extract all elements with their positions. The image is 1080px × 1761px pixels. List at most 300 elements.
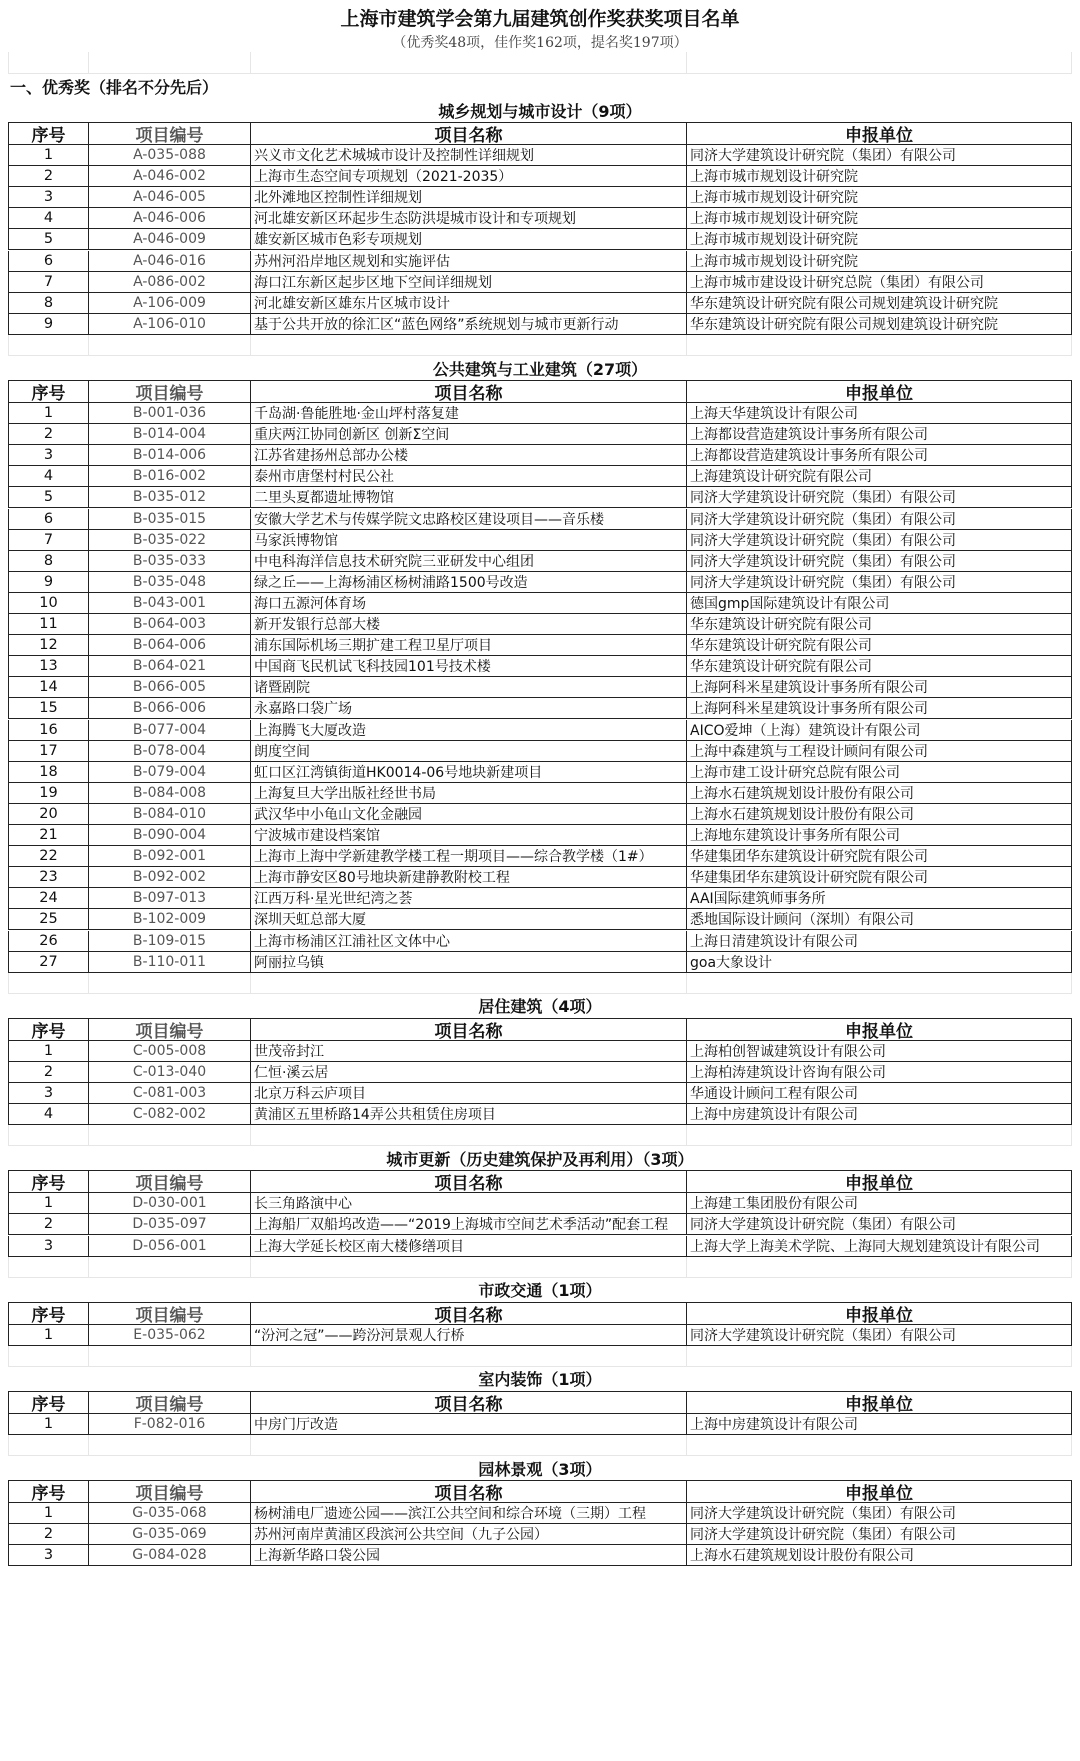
column-header: 项目编号 xyxy=(88,1019,250,1040)
serial-number: 6 xyxy=(8,509,88,529)
applicant-unit: 华东建筑设计研究院有限公司 xyxy=(686,614,1072,634)
table-row xyxy=(8,251,1072,272)
project-code: B-014-006 xyxy=(88,445,250,465)
applicant-unit: 华建集团华东建筑设计研究院有限公司 xyxy=(686,867,1072,887)
project-name: 朗度空间 xyxy=(250,741,686,761)
column-header: 项目编号 xyxy=(88,1392,250,1413)
table-row xyxy=(8,846,1072,867)
project-name: 诸暨剧院 xyxy=(250,677,686,697)
project-code: B-035-022 xyxy=(88,530,250,550)
project-code: B-077-004 xyxy=(88,720,250,740)
project-name: 长三角路演中心 xyxy=(250,1193,686,1213)
applicant-unit: 上海中房建筑设计有限公司 xyxy=(686,1414,1072,1434)
applicant-unit: 悉地国际设计顾问（深圳）有限公司 xyxy=(686,909,1072,929)
project-code: B-090-004 xyxy=(88,825,250,845)
project-name: 安徽大学艺术与传媒学院文忠路校区建设项目——音乐楼 xyxy=(250,509,686,529)
applicant-unit: 上海地东建筑设计事务所有限公司 xyxy=(686,825,1072,845)
serial-number: 1 xyxy=(8,1325,88,1345)
applicant-unit: 同济大学建筑设计研究院（集团）有限公司 xyxy=(686,530,1072,550)
applicant-unit: 同济大学建筑设计研究院（集团）有限公司 xyxy=(686,572,1072,592)
table-row xyxy=(8,677,1072,698)
table-header-row xyxy=(8,122,1072,145)
blank-row xyxy=(8,1346,1072,1367)
serial-number: 8 xyxy=(8,551,88,571)
applicant-unit: 同济大学建筑设计研究院（集团）有限公司 xyxy=(686,1214,1072,1234)
table-row xyxy=(8,1545,1072,1566)
section-title: 室内装饰（1项） xyxy=(478,1370,602,1390)
serial-number: 10 xyxy=(8,593,88,613)
project-code: B-110-011 xyxy=(88,952,250,972)
table-header-row xyxy=(8,1018,1072,1041)
section-title: 居住建筑（4项） xyxy=(478,997,602,1017)
project-code: B-092-002 xyxy=(88,867,250,887)
applicant-unit: 华东建筑设计研究院有限公司 xyxy=(686,656,1072,676)
project-code: B-084-008 xyxy=(88,783,250,803)
award-heading: 一、优秀奖（排名不分先后） xyxy=(10,77,219,97)
project-code: C-005-008 xyxy=(88,1041,250,1061)
project-code: C-082-002 xyxy=(88,1104,250,1124)
serial-number: 20 xyxy=(8,804,88,824)
serial-number: 1 xyxy=(8,1041,88,1061)
serial-number: 13 xyxy=(8,656,88,676)
project-name: 世茂帝封江 xyxy=(250,1041,686,1061)
table-row xyxy=(8,229,1072,250)
column-header: 申报单位 xyxy=(686,1171,1072,1192)
column-header: 序号 xyxy=(8,1392,88,1413)
table-row xyxy=(8,867,1072,888)
table-row xyxy=(8,1083,1072,1104)
section-title: 市政交通（1项） xyxy=(478,1281,602,1301)
table-row xyxy=(8,698,1072,719)
table-row xyxy=(8,656,1072,677)
project-code: B-016-002 xyxy=(88,466,250,486)
column-header: 申报单位 xyxy=(686,1303,1072,1324)
applicant-unit: 华建集团华东建筑设计研究院有限公司 xyxy=(686,846,1072,866)
serial-number: 5 xyxy=(8,487,88,507)
serial-number: 2 xyxy=(8,424,88,444)
project-name: 上海市生态空间专项规划（2021-2035） xyxy=(250,166,686,186)
column-header: 项目编号 xyxy=(88,1303,250,1324)
applicant-unit: 同济大学建筑设计研究院（集团）有限公司 xyxy=(686,1524,1072,1544)
project-name: “汾河之冠”——跨汾河景观人行桥 xyxy=(250,1325,686,1345)
blank-cell xyxy=(88,1257,250,1277)
blank-cell xyxy=(250,1435,686,1455)
applicant-unit: 上海水石建筑规划设计股份有限公司 xyxy=(686,1545,1072,1565)
applicant-unit: 同济大学建筑设计研究院（集团）有限公司 xyxy=(686,145,1072,165)
serial-number: 3 xyxy=(8,1236,88,1256)
blank-cell xyxy=(88,1125,250,1145)
column-header: 项目名称 xyxy=(250,1481,686,1502)
table-row xyxy=(8,509,1072,530)
applicant-unit: 上海市城市建设设计研究总院（集团）有限公司 xyxy=(686,272,1072,292)
project-code: B-064-006 xyxy=(88,635,250,655)
project-code: A-106-009 xyxy=(88,293,250,313)
project-name: 新开发银行总部大楼 xyxy=(250,614,686,634)
project-code: A-046-009 xyxy=(88,229,250,249)
project-code: B-066-006 xyxy=(88,698,250,718)
project-name: 上海市上海中学新建教学楼工程一期项目——综合教学楼（1#） xyxy=(250,846,686,866)
project-code: B-092-001 xyxy=(88,846,250,866)
serial-number: 4 xyxy=(8,466,88,486)
table-row xyxy=(8,424,1072,445)
serial-number: 26 xyxy=(8,931,88,951)
project-code: B-043-001 xyxy=(88,593,250,613)
serial-number: 3 xyxy=(8,445,88,465)
table-row xyxy=(8,1193,1072,1214)
section-title-row xyxy=(8,1146,1072,1170)
section-title-row xyxy=(8,1367,1072,1391)
table-row xyxy=(8,1524,1072,1545)
serial-number: 16 xyxy=(8,720,88,740)
table-header-row xyxy=(8,1480,1072,1503)
project-code: B-035-033 xyxy=(88,551,250,571)
applicant-unit: 上海柏涛建筑设计咨询有限公司 xyxy=(686,1062,1072,1082)
table-row xyxy=(8,1325,1072,1346)
project-name: 泰州市唐堡村村民公社 xyxy=(250,466,686,486)
serial-number: 1 xyxy=(8,145,88,165)
table-row xyxy=(8,445,1072,466)
project-code: A-046-002 xyxy=(88,166,250,186)
serial-number: 1 xyxy=(8,403,88,423)
blank-cell xyxy=(686,1125,1072,1145)
blank-row xyxy=(8,52,1072,74)
section-title-row xyxy=(8,994,1072,1018)
blank-row xyxy=(8,335,1072,356)
project-name: 上海市静安区80号地块新建静教附校工程 xyxy=(250,867,686,887)
applicant-unit: 同济大学建筑设计研究院（集团）有限公司 xyxy=(686,1325,1072,1345)
table-row xyxy=(8,487,1072,508)
serial-number: 6 xyxy=(8,251,88,271)
table-row xyxy=(8,635,1072,656)
serial-number: 12 xyxy=(8,635,88,655)
applicant-unit: 上海阿科米星建筑设计事务所有限公司 xyxy=(686,698,1072,718)
applicant-unit: 同济大学建筑设计研究院（集团）有限公司 xyxy=(686,509,1072,529)
project-code: B-014-004 xyxy=(88,424,250,444)
table-row xyxy=(8,909,1072,930)
section-title: 城乡规划与城市设计（9项） xyxy=(438,101,642,121)
column-header: 申报单位 xyxy=(686,123,1072,144)
table-header-row xyxy=(8,380,1072,403)
column-header: 项目名称 xyxy=(250,1171,686,1192)
project-code: D-035-097 xyxy=(88,1214,250,1234)
section-title: 园林景观（3项） xyxy=(478,1459,602,1479)
table-row xyxy=(8,1214,1072,1235)
table-row xyxy=(8,804,1072,825)
table-row xyxy=(8,1062,1072,1083)
table-row xyxy=(8,208,1072,229)
serial-number: 7 xyxy=(8,272,88,292)
column-header: 序号 xyxy=(8,1171,88,1192)
applicant-unit: 上海中房建筑设计有限公司 xyxy=(686,1104,1072,1124)
blank-cell xyxy=(686,52,1072,73)
column-header: 项目名称 xyxy=(250,1392,686,1413)
project-code: B-084-010 xyxy=(88,804,250,824)
project-code: B-001-036 xyxy=(88,403,250,423)
section-title-row xyxy=(8,1278,1072,1302)
table-row xyxy=(8,931,1072,952)
applicant-unit: 德国gmp国际建筑设计有限公司 xyxy=(686,593,1072,613)
blank-cell xyxy=(686,1346,1072,1366)
column-header: 项目名称 xyxy=(250,1019,686,1040)
table-row xyxy=(8,888,1072,909)
blank-cell xyxy=(8,1125,88,1145)
project-code: B-102-009 xyxy=(88,909,250,929)
serial-number: 9 xyxy=(8,314,88,334)
applicant-unit: 上海阿科米星建筑设计事务所有限公司 xyxy=(686,677,1072,697)
table-row xyxy=(8,1503,1072,1524)
page-subtitle: （优秀奖48项，佳作奖162项，提名奖197项） xyxy=(392,35,688,51)
project-code: G-035-069 xyxy=(88,1524,250,1544)
blank-cell xyxy=(8,973,88,993)
project-name: 永嘉路口袋广场 xyxy=(250,698,686,718)
blank-cell xyxy=(8,52,88,73)
applicant-unit: 上海柏创智诚建筑设计有限公司 xyxy=(686,1041,1072,1061)
title-row xyxy=(8,2,1072,32)
blank-cell xyxy=(250,52,686,73)
serial-number: 24 xyxy=(8,888,88,908)
table-row xyxy=(8,314,1072,335)
page-title: 上海市建筑学会第九届建筑创作奖获奖项目名单 xyxy=(340,7,740,30)
project-code: B-035-048 xyxy=(88,572,250,592)
column-header: 序号 xyxy=(8,381,88,402)
project-code: D-030-001 xyxy=(88,1193,250,1213)
serial-number: 3 xyxy=(8,187,88,207)
table-row xyxy=(8,783,1072,804)
project-code: A-035-088 xyxy=(88,145,250,165)
serial-number: 7 xyxy=(8,530,88,550)
project-name: 宁波城市建设档案馆 xyxy=(250,825,686,845)
serial-number: 17 xyxy=(8,741,88,761)
serial-number: 19 xyxy=(8,783,88,803)
applicant-unit: 同济大学建筑设计研究院（集团）有限公司 xyxy=(686,487,1072,507)
project-code: D-056-001 xyxy=(88,1236,250,1256)
project-code: G-035-068 xyxy=(88,1503,250,1523)
blank-cell xyxy=(88,1435,250,1455)
project-name: 上海市杨浦区江浦社区文体中心 xyxy=(250,931,686,951)
project-name: 上海复旦大学出版社经世书局 xyxy=(250,783,686,803)
project-name: 雄安新区城市色彩专项规划 xyxy=(250,229,686,249)
table-row xyxy=(8,1236,1072,1257)
project-code: B-097-013 xyxy=(88,888,250,908)
applicant-unit: 上海都设营造建筑设计事务所有限公司 xyxy=(686,445,1072,465)
project-name: 北外滩地区控制性详细规划 xyxy=(250,187,686,207)
column-header: 序号 xyxy=(8,1019,88,1040)
table-row xyxy=(8,1041,1072,1062)
project-name: 深圳天虹总部大厦 xyxy=(250,909,686,929)
project-name: 上海大学延长校区南大楼修缮项目 xyxy=(250,1236,686,1256)
column-header: 申报单位 xyxy=(686,1481,1072,1502)
column-header: 项目编号 xyxy=(88,381,250,402)
table-row xyxy=(8,293,1072,314)
applicant-unit: 上海水石建筑规划设计股份有限公司 xyxy=(686,804,1072,824)
section-title-row xyxy=(8,356,1072,380)
serial-number: 2 xyxy=(8,1524,88,1544)
project-name: 江西万科·星光世纪湾之荟 xyxy=(250,888,686,908)
serial-number: 4 xyxy=(8,208,88,228)
applicant-unit: 上海市城市规划设计研究院 xyxy=(686,229,1072,249)
project-name: 上海新华路口袋公园 xyxy=(250,1545,686,1565)
blank-cell xyxy=(88,52,250,73)
table-row xyxy=(8,403,1072,424)
applicant-unit: 上海建筑设计研究院有限公司 xyxy=(686,466,1072,486)
project-code: C-013-040 xyxy=(88,1062,250,1082)
serial-number: 27 xyxy=(8,952,88,972)
serial-number: 8 xyxy=(8,293,88,313)
project-name: 绿之丘——上海杨浦区杨树浦路1500号改造 xyxy=(250,572,686,592)
project-name: 二里头夏都遗址博物馆 xyxy=(250,487,686,507)
table-row xyxy=(8,466,1072,487)
blank-cell xyxy=(88,335,250,355)
serial-number: 2 xyxy=(8,1214,88,1234)
project-code: B-035-012 xyxy=(88,487,250,507)
applicant-unit: goa大象设计 xyxy=(686,952,1072,972)
project-name: 浦东国际机场三期扩建工程卫星厅项目 xyxy=(250,635,686,655)
table-row xyxy=(8,530,1072,551)
serial-number: 1 xyxy=(8,1193,88,1213)
subtitle-row xyxy=(8,32,1072,52)
applicant-unit: 同济大学建筑设计研究院（集团）有限公司 xyxy=(686,551,1072,571)
serial-number: 21 xyxy=(8,825,88,845)
project-code: G-084-028 xyxy=(88,1545,250,1565)
column-header: 申报单位 xyxy=(686,1392,1072,1413)
project-name: 虹口区江湾镇街道HK0014-06号地块新建项目 xyxy=(250,762,686,782)
applicant-unit: 华东建筑设计研究院有限公司规划建筑设计研究院 xyxy=(686,293,1072,313)
project-code: B-078-004 xyxy=(88,741,250,761)
applicant-unit: 华东建筑设计研究院有限公司 xyxy=(686,635,1072,655)
project-name: 北京万科云庐项目 xyxy=(250,1083,686,1103)
blank-cell xyxy=(8,1257,88,1277)
project-name: 仁恒·溪云居 xyxy=(250,1062,686,1082)
column-header: 申报单位 xyxy=(686,1019,1072,1040)
column-header: 序号 xyxy=(8,1303,88,1324)
table-row xyxy=(8,272,1072,293)
project-code: B-064-021 xyxy=(88,656,250,676)
project-name: 阿丽拉乌镇 xyxy=(250,952,686,972)
serial-number: 2 xyxy=(8,166,88,186)
project-name: 马家浜博物馆 xyxy=(250,530,686,550)
serial-number: 4 xyxy=(8,1104,88,1124)
project-code: A-046-005 xyxy=(88,187,250,207)
table-header-row xyxy=(8,1170,1072,1193)
blank-row xyxy=(8,1125,1072,1146)
blank-cell xyxy=(250,1125,686,1145)
applicant-unit: 上海市城市规划设计研究院 xyxy=(686,166,1072,186)
column-header: 申报单位 xyxy=(686,381,1072,402)
table-row xyxy=(8,145,1072,166)
applicant-unit: AAI国际建筑师事务所 xyxy=(686,888,1072,908)
blank-cell xyxy=(250,973,686,993)
serial-number: 15 xyxy=(8,698,88,718)
column-header: 项目编号 xyxy=(88,123,250,144)
table-header-row xyxy=(8,1302,1072,1325)
column-header: 项目编号 xyxy=(88,1481,250,1502)
blank-cell xyxy=(8,1435,88,1455)
blank-cell xyxy=(686,335,1072,355)
project-code: F-082-016 xyxy=(88,1414,250,1434)
table-row xyxy=(8,551,1072,572)
blank-cell xyxy=(250,1346,686,1366)
applicant-unit: 上海天华建筑设计有限公司 xyxy=(686,403,1072,423)
applicant-unit: AICO爱坤（上海）建筑设计有限公司 xyxy=(686,720,1072,740)
applicant-unit: 上海大学上海美术学院、上海同大规划建筑设计有限公司 xyxy=(686,1236,1072,1256)
serial-number: 11 xyxy=(8,614,88,634)
applicant-unit: 华通设计顾问工程有限公司 xyxy=(686,1083,1072,1103)
applicant-unit: 上海市城市规划设计研究院 xyxy=(686,187,1072,207)
blank-cell xyxy=(250,335,686,355)
column-header: 项目名称 xyxy=(250,123,686,144)
table-row xyxy=(8,762,1072,783)
table-row xyxy=(8,166,1072,187)
blank-cell xyxy=(88,1346,250,1366)
project-name: 上海船厂双船坞改造——“2019上海城市空间艺术季活动”配套工程 xyxy=(250,1214,686,1234)
project-code: C-081-003 xyxy=(88,1083,250,1103)
table-row xyxy=(8,1104,1072,1125)
table-row xyxy=(8,614,1072,635)
project-name: 武汉华中小龟山文化金融园 xyxy=(250,804,686,824)
blank-row xyxy=(8,973,1072,994)
blank-cell xyxy=(686,1435,1072,1455)
table-row xyxy=(8,952,1072,973)
project-name: 中电科海洋信息技术研究院三亚研发中心组团 xyxy=(250,551,686,571)
project-name: 河北雄安新区雄东片区城市设计 xyxy=(250,293,686,313)
blank-cell xyxy=(250,1257,686,1277)
blank-cell xyxy=(686,973,1072,993)
column-header: 项目名称 xyxy=(250,381,686,402)
project-name: 河北雄安新区环起步生态防洪堤城市设计和专项规划 xyxy=(250,208,686,228)
applicant-unit: 上海市建工设计研究总院有限公司 xyxy=(686,762,1072,782)
section-title: 城市更新（历史建筑保护及再利用）（3项） xyxy=(386,1149,694,1169)
project-code: B-064-003 xyxy=(88,614,250,634)
project-name: 中房门厅改造 xyxy=(250,1414,686,1434)
project-code: E-035-062 xyxy=(88,1325,250,1345)
serial-number: 1 xyxy=(8,1414,88,1434)
blank-cell xyxy=(88,973,250,993)
project-code: B-109-015 xyxy=(88,931,250,951)
column-header: 序号 xyxy=(8,1481,88,1502)
applicant-unit: 上海日清建筑设计有限公司 xyxy=(686,931,1072,951)
applicant-unit: 同济大学建筑设计研究院（集团）有限公司 xyxy=(686,1503,1072,1523)
table-row xyxy=(8,593,1072,614)
serial-number: 3 xyxy=(8,1545,88,1565)
project-name: 海口五源河体育场 xyxy=(250,593,686,613)
serial-number: 22 xyxy=(8,846,88,866)
section-title: 公共建筑与工业建筑（27项） xyxy=(432,359,648,379)
applicant-unit: 上海水石建筑规划设计股份有限公司 xyxy=(686,783,1072,803)
section-title-row xyxy=(8,98,1072,122)
project-code: A-046-006 xyxy=(88,208,250,228)
project-code: A-046-016 xyxy=(88,251,250,271)
project-name: 苏州河沿岸地区规划和实施评估 xyxy=(250,251,686,271)
project-code: B-079-004 xyxy=(88,762,250,782)
blank-row xyxy=(8,1257,1072,1278)
table-row xyxy=(8,720,1072,741)
project-name: 上海腾飞大厦改造 xyxy=(250,720,686,740)
applicant-unit: 上海建工集团股份有限公司 xyxy=(686,1193,1072,1213)
serial-number: 9 xyxy=(8,572,88,592)
blank-cell xyxy=(8,335,88,355)
project-name: 黄浦区五里桥路14弄公共租赁住房项目 xyxy=(250,1104,686,1124)
table-row xyxy=(8,825,1072,846)
serial-number: 25 xyxy=(8,909,88,929)
project-name: 重庆两江协同创新区 创新Σ空间 xyxy=(250,424,686,444)
serial-number: 3 xyxy=(8,1083,88,1103)
serial-number: 18 xyxy=(8,762,88,782)
applicant-unit: 上海都设营造建筑设计事务所有限公司 xyxy=(686,424,1072,444)
blank-cell xyxy=(8,1346,88,1366)
table-header-row xyxy=(8,1391,1072,1414)
column-header: 项目编号 xyxy=(88,1171,250,1192)
applicant-unit: 上海市城市规划设计研究院 xyxy=(686,251,1072,271)
